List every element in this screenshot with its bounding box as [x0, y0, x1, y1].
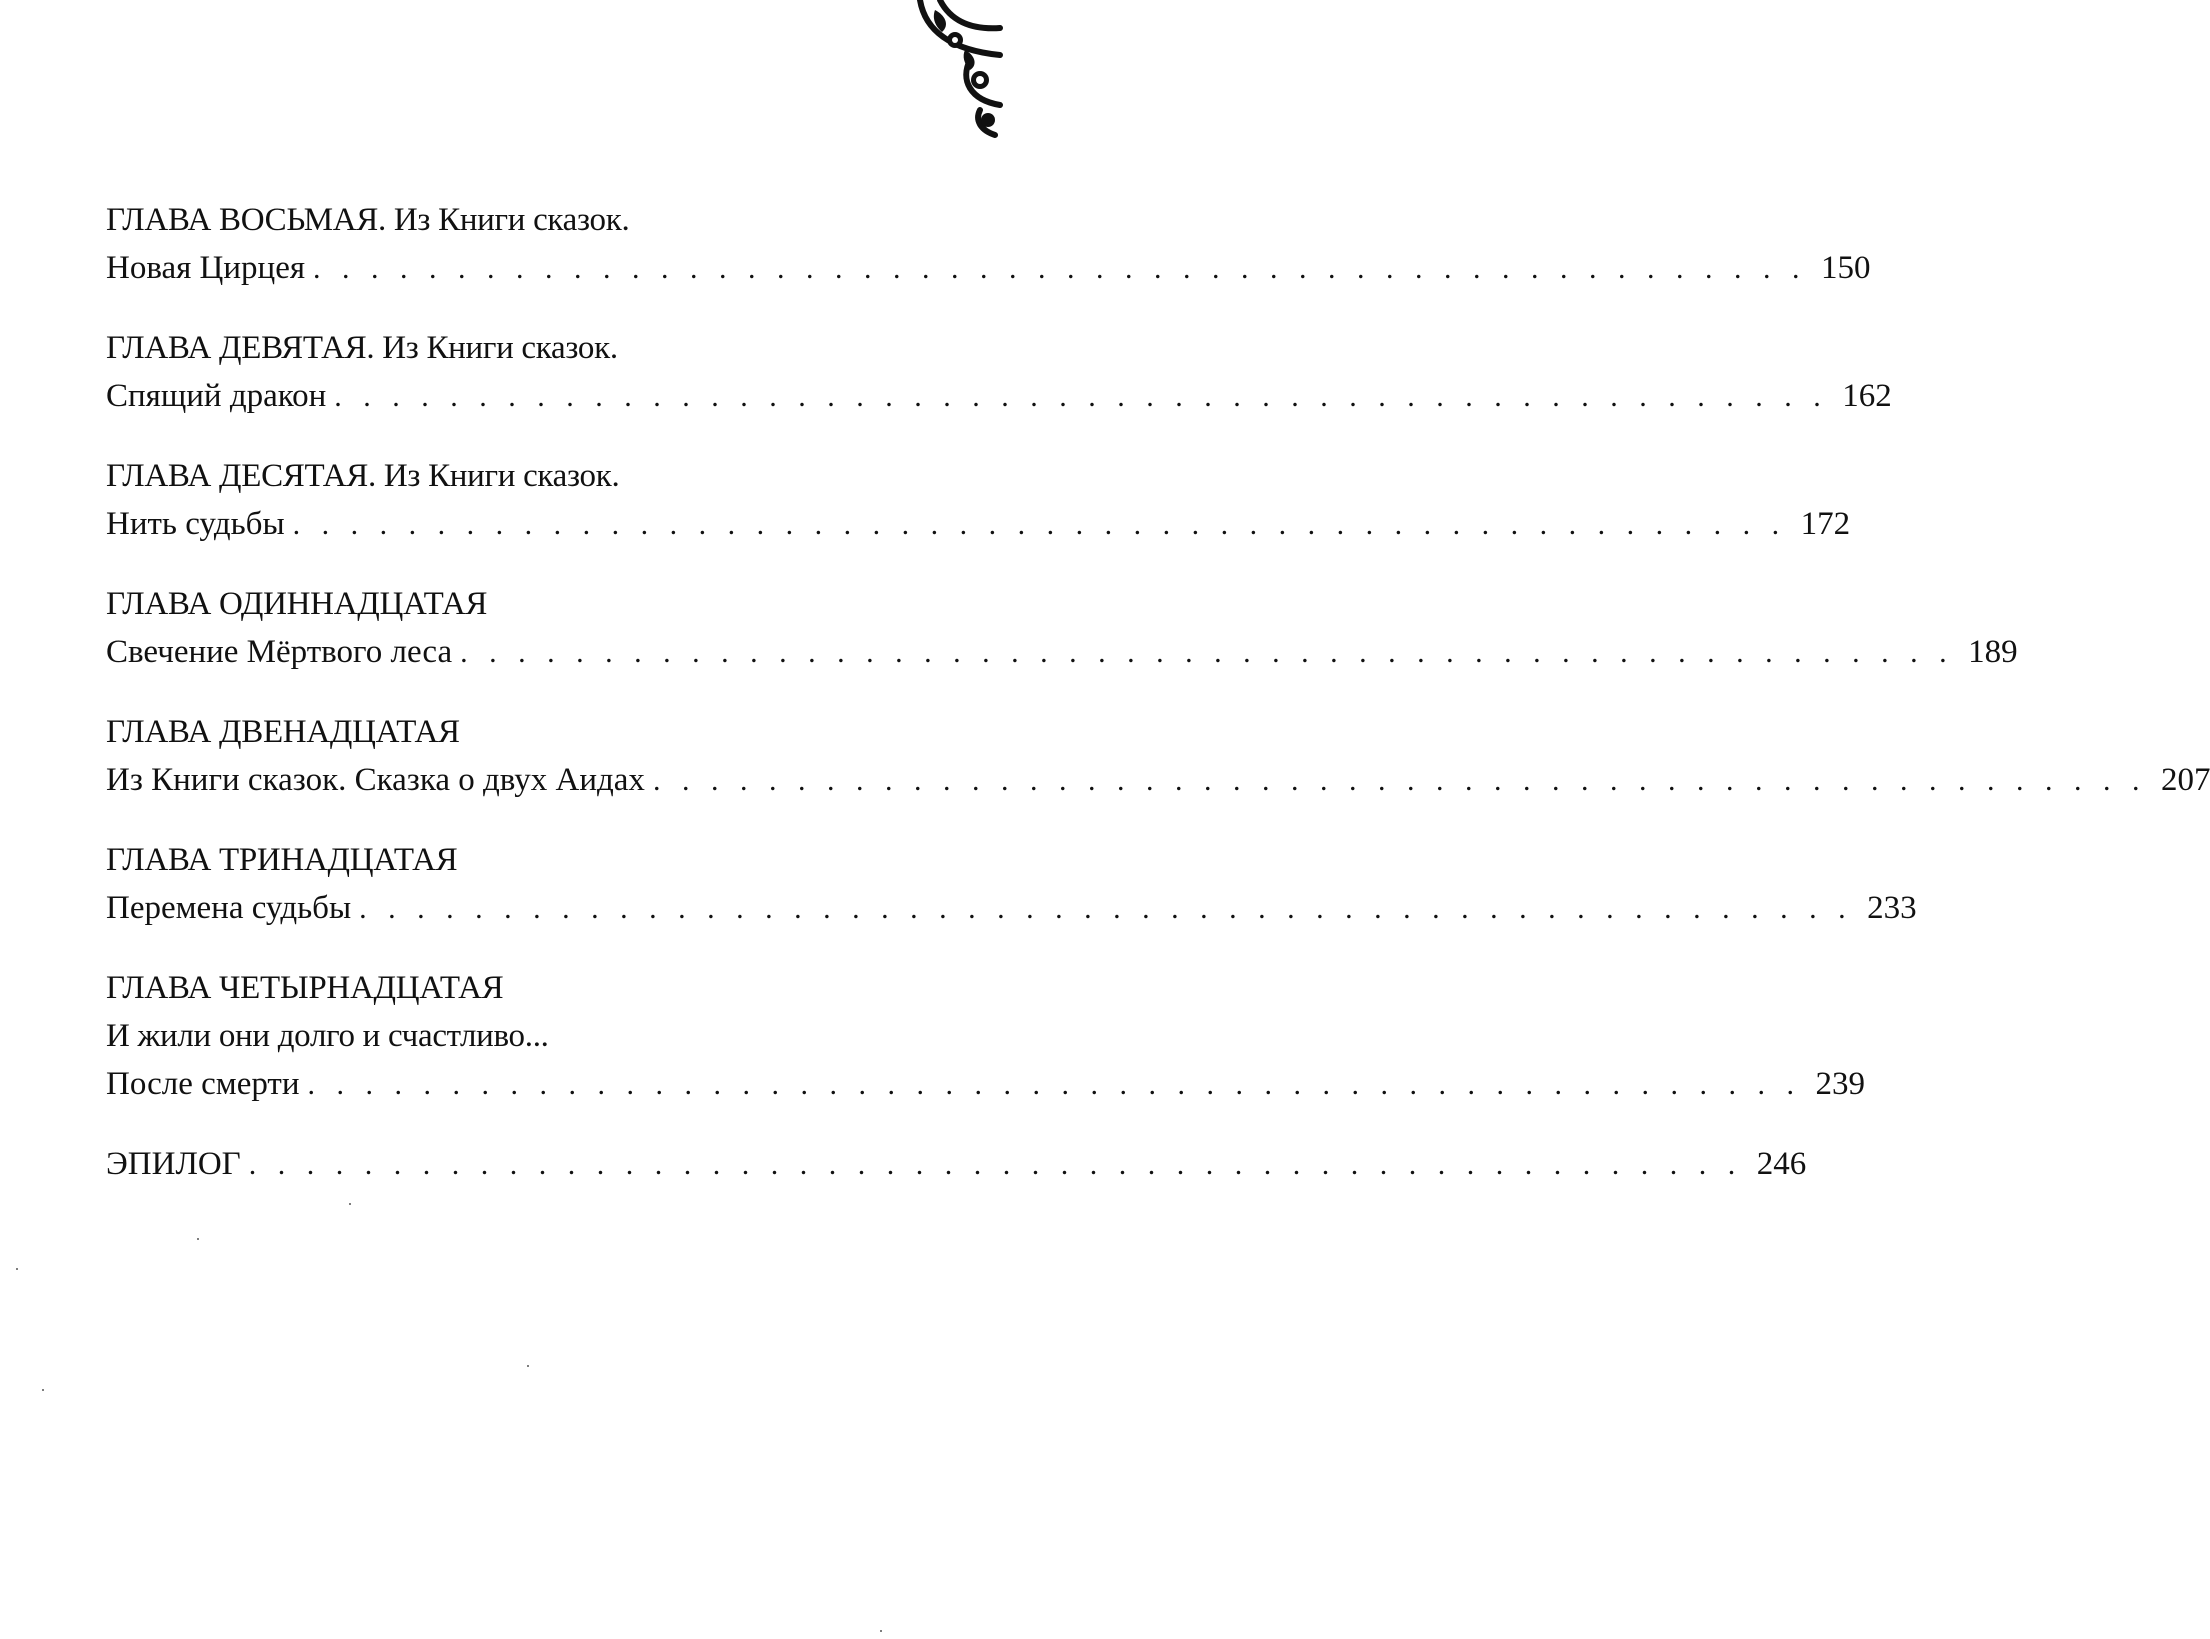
toc-leader-row — [106, 500, 1851, 548]
dot-leader: . . . . . . . . . . . . . . . . . . . . . . . . . . . . . . . . . . . . . . . . . . . . . . . . . . . . — [652, 764, 2147, 797]
page-number: 162 — [1842, 378, 1892, 414]
toc-entry — [106, 836, 1917, 932]
dot-leader: . . . . . . . . . . . . . . . . . . . . . . . . . . . . . . . . . . . . . . . . . . . . . . . . . . . . — [307, 1068, 1801, 1101]
chapter-subtitle: И жили они долго и счастливо... — [106, 1018, 549, 1054]
toc-leader-row — [106, 756, 2210, 804]
page-number: 150 — [1821, 250, 1871, 286]
page-number: 189 — [1968, 634, 2018, 670]
chapter-title: Из Книги сказок. Сказка о двух Аидах — [106, 762, 645, 798]
toc-entry — [106, 708, 2210, 804]
page-number: 172 — [1800, 506, 1851, 542]
chapter-title: ЭПИЛОГ — [106, 1146, 241, 1182]
print-speck — [880, 1630, 882, 1632]
chapter-title: Перемена судьбы — [106, 890, 352, 926]
print-speck — [197, 1238, 199, 1240]
toc-entry — [106, 452, 1851, 548]
page-number: 233 — [1867, 890, 1917, 926]
print-speck — [527, 1365, 529, 1367]
chapter-title: Спящий дракон — [106, 378, 327, 414]
chapter-title: Новая Цирцея — [106, 250, 306, 286]
dot-leader: . . . . . . . . . . . . . . . . . . . . . . . . . . . . . . . . . . . . . . . . . . . . . . . . . . . . — [313, 252, 1807, 285]
toc-entry — [106, 324, 1892, 420]
toc-entry — [106, 580, 2018, 676]
toc-entry — [106, 196, 1871, 292]
dot-leader: . . . . . . . . . . . . . . . . . . . . . . . . . . . . . . . . . . . . . . . . . . . . . . . . . . . . — [334, 380, 1828, 413]
chapter-heading: ГЛАВА ВОСЬМАЯ. Из Книги сказок. — [106, 202, 630, 238]
toc-leader-row — [106, 1140, 1807, 1188]
page-number: 239 — [1815, 1066, 1865, 1102]
chapter-title: Нить судьбы — [106, 506, 285, 542]
table-of-contents — [106, 196, 2210, 1220]
toc-leader-row — [106, 1060, 1865, 1108]
dot-leader: . . . . . . . . . . . . . . . . . . . . . . . . . . . . . . . . . . . . . . . . . . . . . . . . . . . . — [292, 508, 1787, 541]
chapter-heading: ГЛАВА ДВЕНАДЦАТАЯ — [106, 714, 460, 750]
chapter-title: Свечение Мёртвого леса — [106, 634, 453, 670]
page-number: 246 — [1756, 1146, 1807, 1182]
print-speck — [349, 1203, 351, 1205]
toc-leader-row — [106, 244, 1871, 292]
dot-leader: . . . . . . . . . . . . . . . . . . . . . . . . . . . . . . . . . . . . . . . . . . . . . . . . . . . . — [460, 636, 1954, 669]
chapter-heading: ГЛАВА ДЕВЯТАЯ. Из Книги сказок. — [106, 330, 618, 366]
toc-entry — [106, 964, 1865, 1108]
toc-entry — [106, 1140, 1807, 1188]
chapter-heading: ГЛАВА ТРИНАДЦАТАЯ — [106, 842, 458, 878]
page-number: 207 — [2160, 762, 2210, 798]
dot-leader: . . . . . . . . . . . . . . . . . . . . . . . . . . . . . . . . . . . . . . . . . . . . . . . . . . . . — [248, 1148, 1743, 1181]
print-speck — [42, 1389, 44, 1391]
chapter-heading: ГЛАВА ОДИННАДЦАТАЯ — [106, 586, 488, 622]
chapter-title: После смерти — [106, 1066, 300, 1102]
toc-leader-row — [106, 628, 2018, 676]
chapter-heading: ГЛАВА ДЕСЯТАЯ. Из Книги сказок. — [106, 458, 620, 494]
dot-leader: . . . . . . . . . . . . . . . . . . . . . . . . . . . . . . . . . . . . . . . . . . . . . . . . . . . . — [359, 892, 1853, 925]
chapter-heading: ГЛАВА ЧЕТЫРНАДЦАТАЯ — [106, 970, 504, 1006]
floral-corner-ornament-icon — [880, 0, 1000, 140]
toc-leader-row — [106, 372, 1892, 420]
toc-leader-row — [106, 884, 1917, 932]
print-speck — [16, 1268, 18, 1270]
